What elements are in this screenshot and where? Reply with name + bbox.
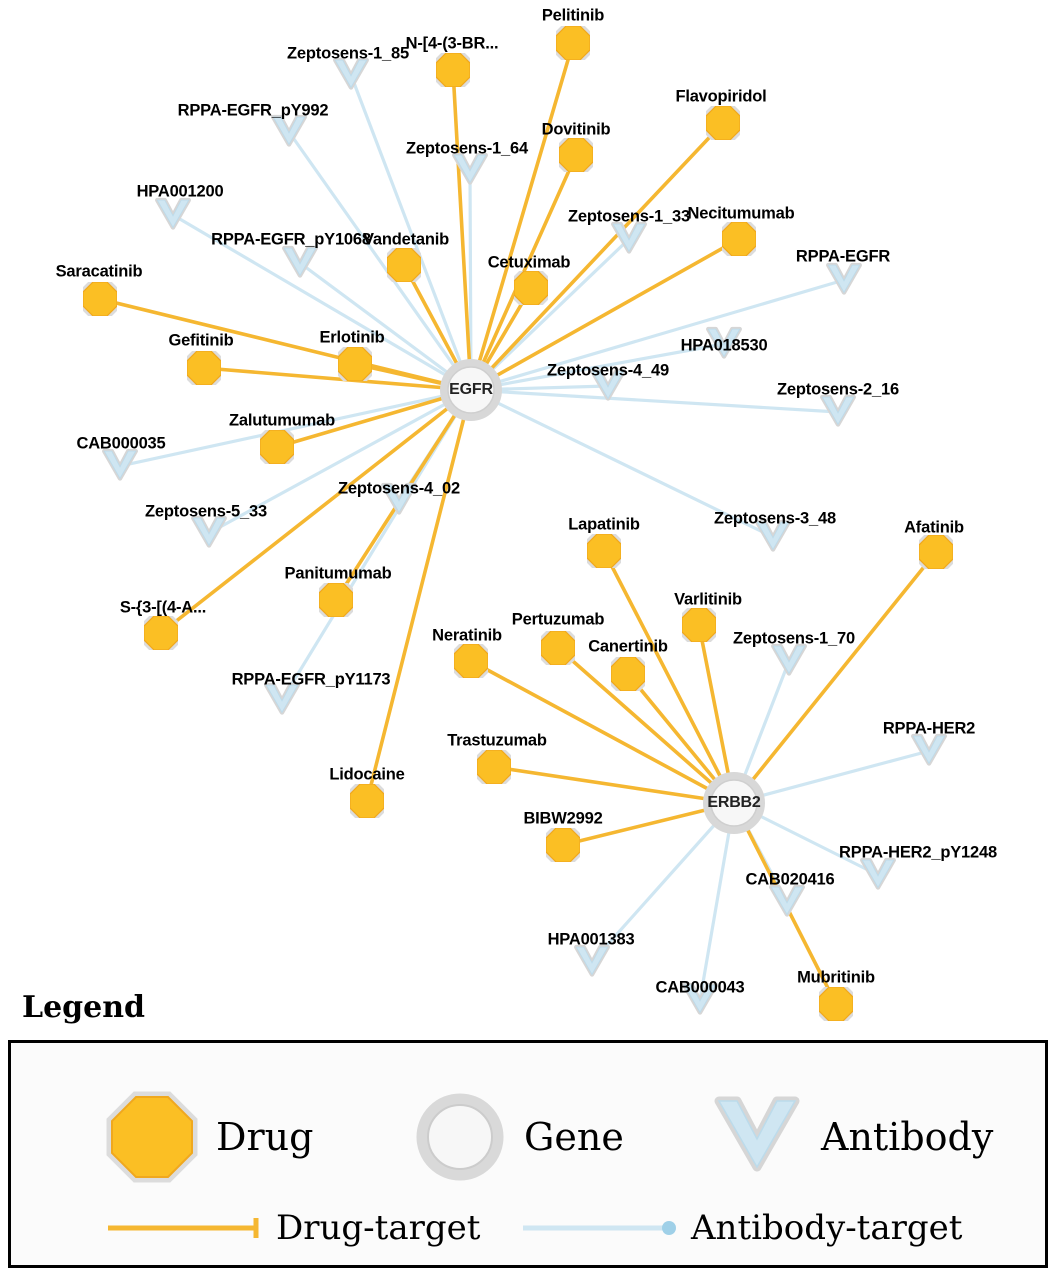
antibody-node-label: HPA001200 [136,182,224,201]
antibody-icon [281,244,319,282]
drug-node[interactable] [83,282,117,316]
edge-drug-target [734,552,936,803]
drug-node[interactable] [556,26,590,60]
drug-node-label: Lapatinib [568,515,640,534]
antibody-node-label: Zeptosens-1_85 [287,44,409,63]
drug-icon [514,271,548,305]
drug-icon [436,53,470,87]
antibody-node-label: CAB020416 [745,870,835,889]
legend-label-drug: Drug [216,1115,314,1159]
antibody-node-label: Zeptosens-1_64 [406,139,528,158]
drug-node-label: Zalutumumab [229,411,335,430]
drug-icon [477,750,511,784]
drug-node-label: Panitumumab [284,564,392,583]
drug-icon [454,644,488,678]
drug-icon [587,534,621,568]
drug-icon [722,222,756,256]
drug-node-label: Pertuzumab [511,610,605,629]
drug-node[interactable] [919,535,953,569]
antibody-node-label: Zeptosens-4_49 [547,361,669,380]
antibody-icon [825,261,863,299]
drug-node-label: Afatinib [904,518,964,537]
antibody-node-label: RPPA-EGFR_pY1068 [211,230,371,249]
drug-icon [350,784,384,818]
legend-item-antibody [711,1091,993,1183]
drug-node[interactable] [454,644,488,678]
drug-node[interactable] [722,222,756,256]
drug-icon [187,351,221,385]
antibody-node-label: Zeptosens-1_70 [733,629,855,648]
antibody-node-label: Zeptosens-4_02 [338,479,460,498]
drug-icon [83,282,117,316]
drug-node[interactable] [387,248,421,282]
drug-node[interactable] [338,347,372,381]
legend-item-drug-target [106,1208,480,1248]
legend-label-antibody: Antibody [821,1115,994,1159]
antibody-node-label: RPPA-HER2_pY1248 [839,843,997,862]
drug-icon [338,347,372,381]
drug-node[interactable] [541,631,575,665]
drug-node[interactable] [187,351,221,385]
drug-node[interactable] [682,608,716,642]
drug-node-label: Flavopiridol [675,87,767,106]
drug-icon [319,583,353,617]
legend-label-drug-target: Drug-target [276,1208,481,1248]
drug-node[interactable] [144,616,178,650]
antibody-icon [711,1091,803,1183]
edge-drug-target [453,70,471,390]
antibody-node-label: HPA001383 [547,930,635,949]
drug-node[interactable] [514,271,548,305]
drug-node-label: Erlotinib [319,328,385,347]
drug-node-label: Dovitinib [541,120,611,139]
antibody-node[interactable] [825,261,863,299]
drug-icon [260,430,294,464]
antibody-icon [154,196,192,234]
antibody-node[interactable] [154,196,192,234]
drug-icon [819,987,853,1021]
drug-node-label: Gefitinib [168,331,234,350]
drug-node-label: Canertinib [588,637,668,656]
drug-icon [541,631,575,665]
antibody-node-label: Zeptosens-3_48 [714,509,836,528]
drug-node-label: Lidocaine [329,765,405,784]
antibody-node-label: RPPA-EGFR_pY992 [177,101,329,120]
antibody-node-label: Zeptosens-2_16 [777,380,899,399]
drug-node[interactable] [559,138,593,172]
drug-node-label: Necitumumab [687,204,795,223]
legend-label-gene: Gene [524,1115,624,1159]
drug-node[interactable] [546,828,580,862]
antibody-node-label: RPPA-EGFR [795,247,891,266]
drug-node[interactable] [319,583,353,617]
legend-item-drug [106,1091,313,1183]
drug-node-label: Neratinib [432,626,502,645]
legend-box [8,1040,1048,1268]
drug-icon [559,138,593,172]
drug-node-label: Mubritinib [797,968,875,987]
antibody-node-label: Zeptosens-1_33 [568,207,690,226]
drug-node-label: S-{3-[(4-A... [119,598,207,617]
drug-node[interactable] [477,750,511,784]
drug-icon [682,608,716,642]
legend-label-antibody-target: Antibody-target [691,1208,963,1248]
drug-target-edge-icon [106,1215,266,1241]
antibody-node-label: Zeptosens-5_33 [145,502,267,521]
antibody-node-label: RPPA-HER2 [882,719,976,738]
drug-node-label: Saracatinib [55,262,143,281]
drug-node[interactable] [819,987,853,1021]
drug-node-label: N-[4-(3-BR... [405,34,499,53]
drug-node[interactable] [436,53,470,87]
drug-icon [144,616,178,650]
drug-node-label: Trastuzumab [447,731,547,750]
drug-node[interactable] [587,534,621,568]
drug-icon [106,1091,198,1183]
drug-node-label: Pelitinib [541,6,605,25]
drug-node-label: Cetuximab [487,253,571,272]
antibody-node[interactable] [281,244,319,282]
antibody-node-label: RPPA-EGFR_pY1173 [231,670,391,689]
antibody-target-edge-icon [521,1215,681,1241]
drug-node-label: Varlitinib [674,590,742,609]
drug-icon [919,535,953,569]
antibody-node-label: CAB000035 [76,434,166,453]
drug-icon [387,248,421,282]
drug-node[interactable] [350,784,384,818]
drug-node-label: Vandetanib [362,230,450,249]
drug-icon [556,26,590,60]
legend-item-gene [414,1091,624,1183]
drug-node[interactable] [706,106,740,140]
antibody-node-label: CAB000043 [655,978,745,997]
antibody-node-label: HPA018530 [680,336,768,355]
drug-node[interactable] [611,657,645,691]
drug-icon [546,828,580,862]
drug-icon [611,657,645,691]
drug-node[interactable] [260,430,294,464]
legend-item-antibody-target [521,1208,962,1248]
drug-node-label: BIBW2992 [523,809,603,828]
legend-title: Legend [22,990,146,1025]
drug-icon [706,106,740,140]
gene-icon [414,1091,506,1183]
gene-node-label: ERBB2 [707,794,761,811]
gene-node-label: EGFR [449,381,493,398]
